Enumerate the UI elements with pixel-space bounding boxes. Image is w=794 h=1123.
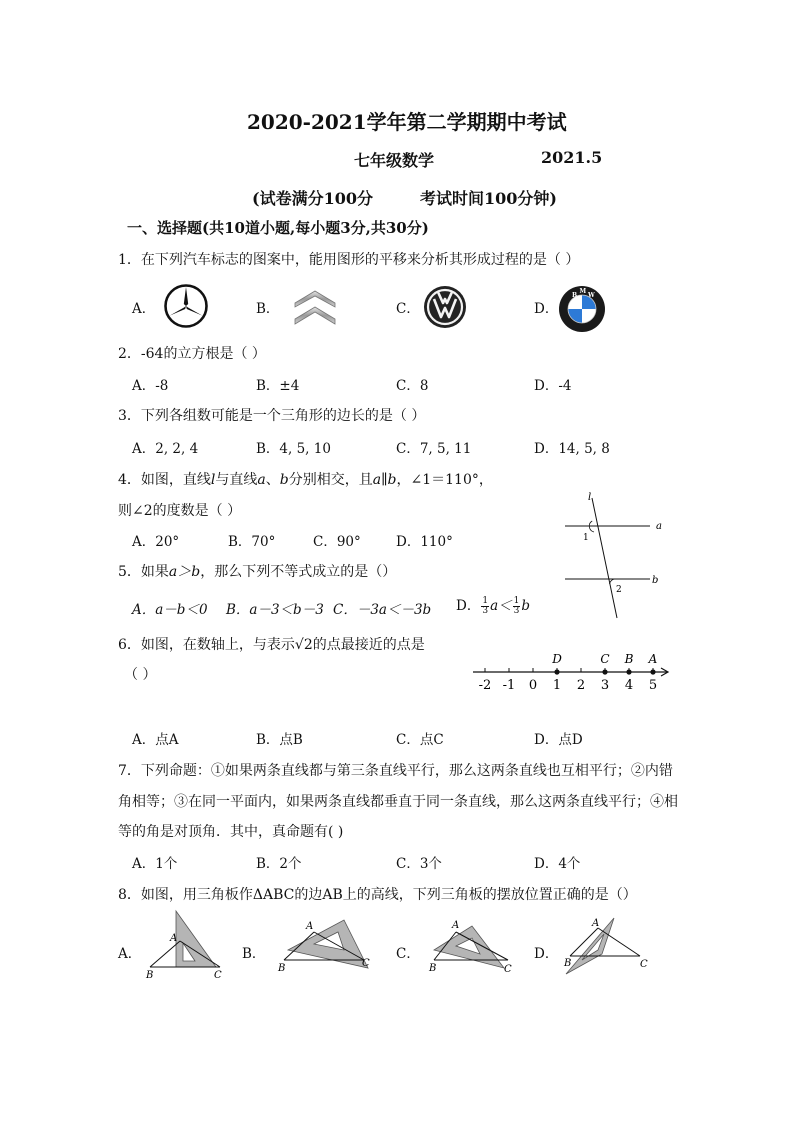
q7-line2: 角相等；③在同一平面内，如果两条直线都垂直于同一条直线，那么这两条直线平行；④相 xyxy=(118,794,678,810)
q7-option-a: A．1个 xyxy=(132,856,178,872)
number-line-tick-label: 0 xyxy=(528,678,538,693)
q4-option-d: D．110° xyxy=(396,534,453,550)
q5-fraction-1: $\frac{1}{3}$ xyxy=(482,596,489,616)
sqrt2-radical: √2 xyxy=(294,637,313,653)
q8-label-d: D． xyxy=(534,946,559,962)
number-line-tick-label: 3 xyxy=(600,678,610,693)
q7-option-b: B．2个 xyxy=(256,856,302,872)
q7-line3: 等的角是对顶角．其中，真命题有( ) xyxy=(118,824,344,840)
number-line-tick-label: -2 xyxy=(478,678,492,693)
q6-number-line xyxy=(465,648,675,696)
volkswagen-logo-icon xyxy=(423,285,467,329)
section-heading: 一、选择题(共10道小题,每小题3分,共30分) xyxy=(127,219,429,237)
q4-label-b: b xyxy=(652,575,659,586)
number-line-tick-label: 2 xyxy=(576,678,586,693)
q8-stem: 8．如图，用三角板作ΔABC的边AB上的高线，下列三角板的摆放位置正确的是（） xyxy=(118,887,637,903)
q2-option-d: D．-4 xyxy=(534,378,572,394)
q2-option-a: A．-8 xyxy=(132,378,169,394)
q8-figure-a xyxy=(140,905,235,985)
time-info: 考试时间100分钟) xyxy=(420,189,557,208)
q8a-label-b: B xyxy=(146,970,154,981)
q4-label-1: 1 xyxy=(583,533,589,543)
q1-label-d: D． xyxy=(534,301,559,317)
q4-label-2: 2 xyxy=(616,585,622,595)
q4-stem-line1: 4．如图，直线l与直线a、b分别相交，且a∥b，∠1＝110°， xyxy=(118,472,493,488)
q6-stem: 6．如图，在数轴上，与表示√2的点最接近的点是 xyxy=(118,637,425,653)
bmw-logo-icon xyxy=(558,285,606,333)
q4-option-c: C．90° xyxy=(313,534,361,550)
q6-answer-paren: （ ） xyxy=(124,667,157,683)
q4-parallel-lines-figure xyxy=(555,488,675,628)
q8-figure-b xyxy=(276,912,381,982)
q8c-label-b: B xyxy=(429,963,437,974)
q2-option-b: B．±4 xyxy=(256,378,300,394)
q1-label-a: A． xyxy=(132,301,156,317)
q8d-label-b: B xyxy=(564,958,572,969)
number-line-point-label-d: D xyxy=(552,652,562,666)
q8-label-b: B． xyxy=(242,946,266,962)
q8-figure-d xyxy=(560,912,660,982)
q6-option-c: C．点C xyxy=(396,732,444,748)
q8d-label-c: C xyxy=(640,959,648,970)
bmw-letter-b: B xyxy=(572,292,578,299)
full-score-info: (试卷满分100分 xyxy=(252,189,373,208)
q6-option-d: D．点D xyxy=(534,732,583,748)
mercedes-logo-icon xyxy=(163,283,209,329)
q8b-label-a: A xyxy=(306,921,314,932)
q1-label-c: C． xyxy=(396,301,420,317)
q8b-label-c: C xyxy=(362,958,370,969)
q2-option-c: C．8 xyxy=(396,378,429,394)
q8b-label-b: B xyxy=(278,963,286,974)
q2-stem: 2．-64的立方根是（ ） xyxy=(118,346,266,362)
q8-label-a: A． xyxy=(118,946,142,962)
q4-option-a: A．20° xyxy=(132,534,180,550)
q5-option-a: A．a－b＜0 xyxy=(132,602,208,618)
q4-stem-line2: 则∠2的度数是（ ） xyxy=(118,503,242,519)
number-line-point-b xyxy=(626,669,631,674)
q8-figure-c xyxy=(426,912,531,982)
q4-label-l: l xyxy=(588,492,592,503)
q8a-label-c: C xyxy=(214,970,222,981)
q3-option-c: C．7, 5, 11 xyxy=(396,441,472,457)
citroen-logo-icon xyxy=(292,287,338,327)
q3-option-b: B．4, 5, 10 xyxy=(256,441,331,457)
q5-option-c: C．－3a＜－3b xyxy=(333,602,432,618)
q5-fraction-2: $\frac{1}{3}$ xyxy=(513,596,520,616)
q3-option-a: A．2, 2, 4 xyxy=(132,441,199,457)
number-line-tick-label: 4 xyxy=(624,678,634,693)
q8d-label-a: A xyxy=(592,918,600,929)
number-line-tick-label: -1 xyxy=(502,678,516,693)
q7-line1: 7．下列命题：①如果两条直线都与第三条直线平行，那么这两条直线也互相平行；②内错 xyxy=(118,763,673,779)
bmw-letter-m: M xyxy=(579,288,587,295)
q5-option-d: D． $\frac{1}{3}$ a＜ $\frac{1}{3}$ b xyxy=(456,596,531,616)
q3-stem: 3．下列各组数可能是一个三角形的边长的是（ ） xyxy=(118,408,426,424)
q5-option-b: B．a－3＜b－3 xyxy=(226,602,324,618)
q8-label-c: C． xyxy=(396,946,420,962)
q6-option-b: B．点B xyxy=(256,732,303,748)
q8c-label-a: A xyxy=(452,920,460,931)
q6-option-a: A．点A xyxy=(132,732,179,748)
q4-label-a: a xyxy=(656,521,662,532)
number-line-point-label-c: C xyxy=(600,652,610,666)
number-line-point-label-a: A xyxy=(648,652,658,666)
q8a-label-a: A xyxy=(170,933,178,944)
exam-date: 2021.5 xyxy=(541,148,603,167)
number-line-tick-label: 1 xyxy=(552,678,562,693)
number-line-tick-label: 5 xyxy=(648,678,658,693)
number-line-point-c xyxy=(602,669,607,674)
number-line-point-a xyxy=(650,669,655,674)
number-line-point-d xyxy=(554,669,559,674)
q7-option-d: D．4个 xyxy=(534,856,581,872)
q8c-label-c: C xyxy=(504,964,512,975)
q4-option-b: B．70° xyxy=(228,534,276,550)
number-line-point-label-b: B xyxy=(624,652,634,666)
exam-title: 2020-2021学年第二学期期中考试 xyxy=(247,110,567,134)
q1-label-b: B． xyxy=(256,301,280,317)
grade-subject: 七年级数学 xyxy=(354,151,435,170)
q5-stem: 5．如果a＞b，那么下列不等式成立的是（） xyxy=(118,564,397,580)
q7-option-c: C．3个 xyxy=(396,856,442,872)
q3-option-d: D．14, 5, 8 xyxy=(534,441,610,457)
bmw-letter-w: W xyxy=(588,292,595,299)
q1-stem: 1．在下列汽车标志的图案中，能用图形的平移来分析其形成过程的是（ ） xyxy=(118,252,580,268)
